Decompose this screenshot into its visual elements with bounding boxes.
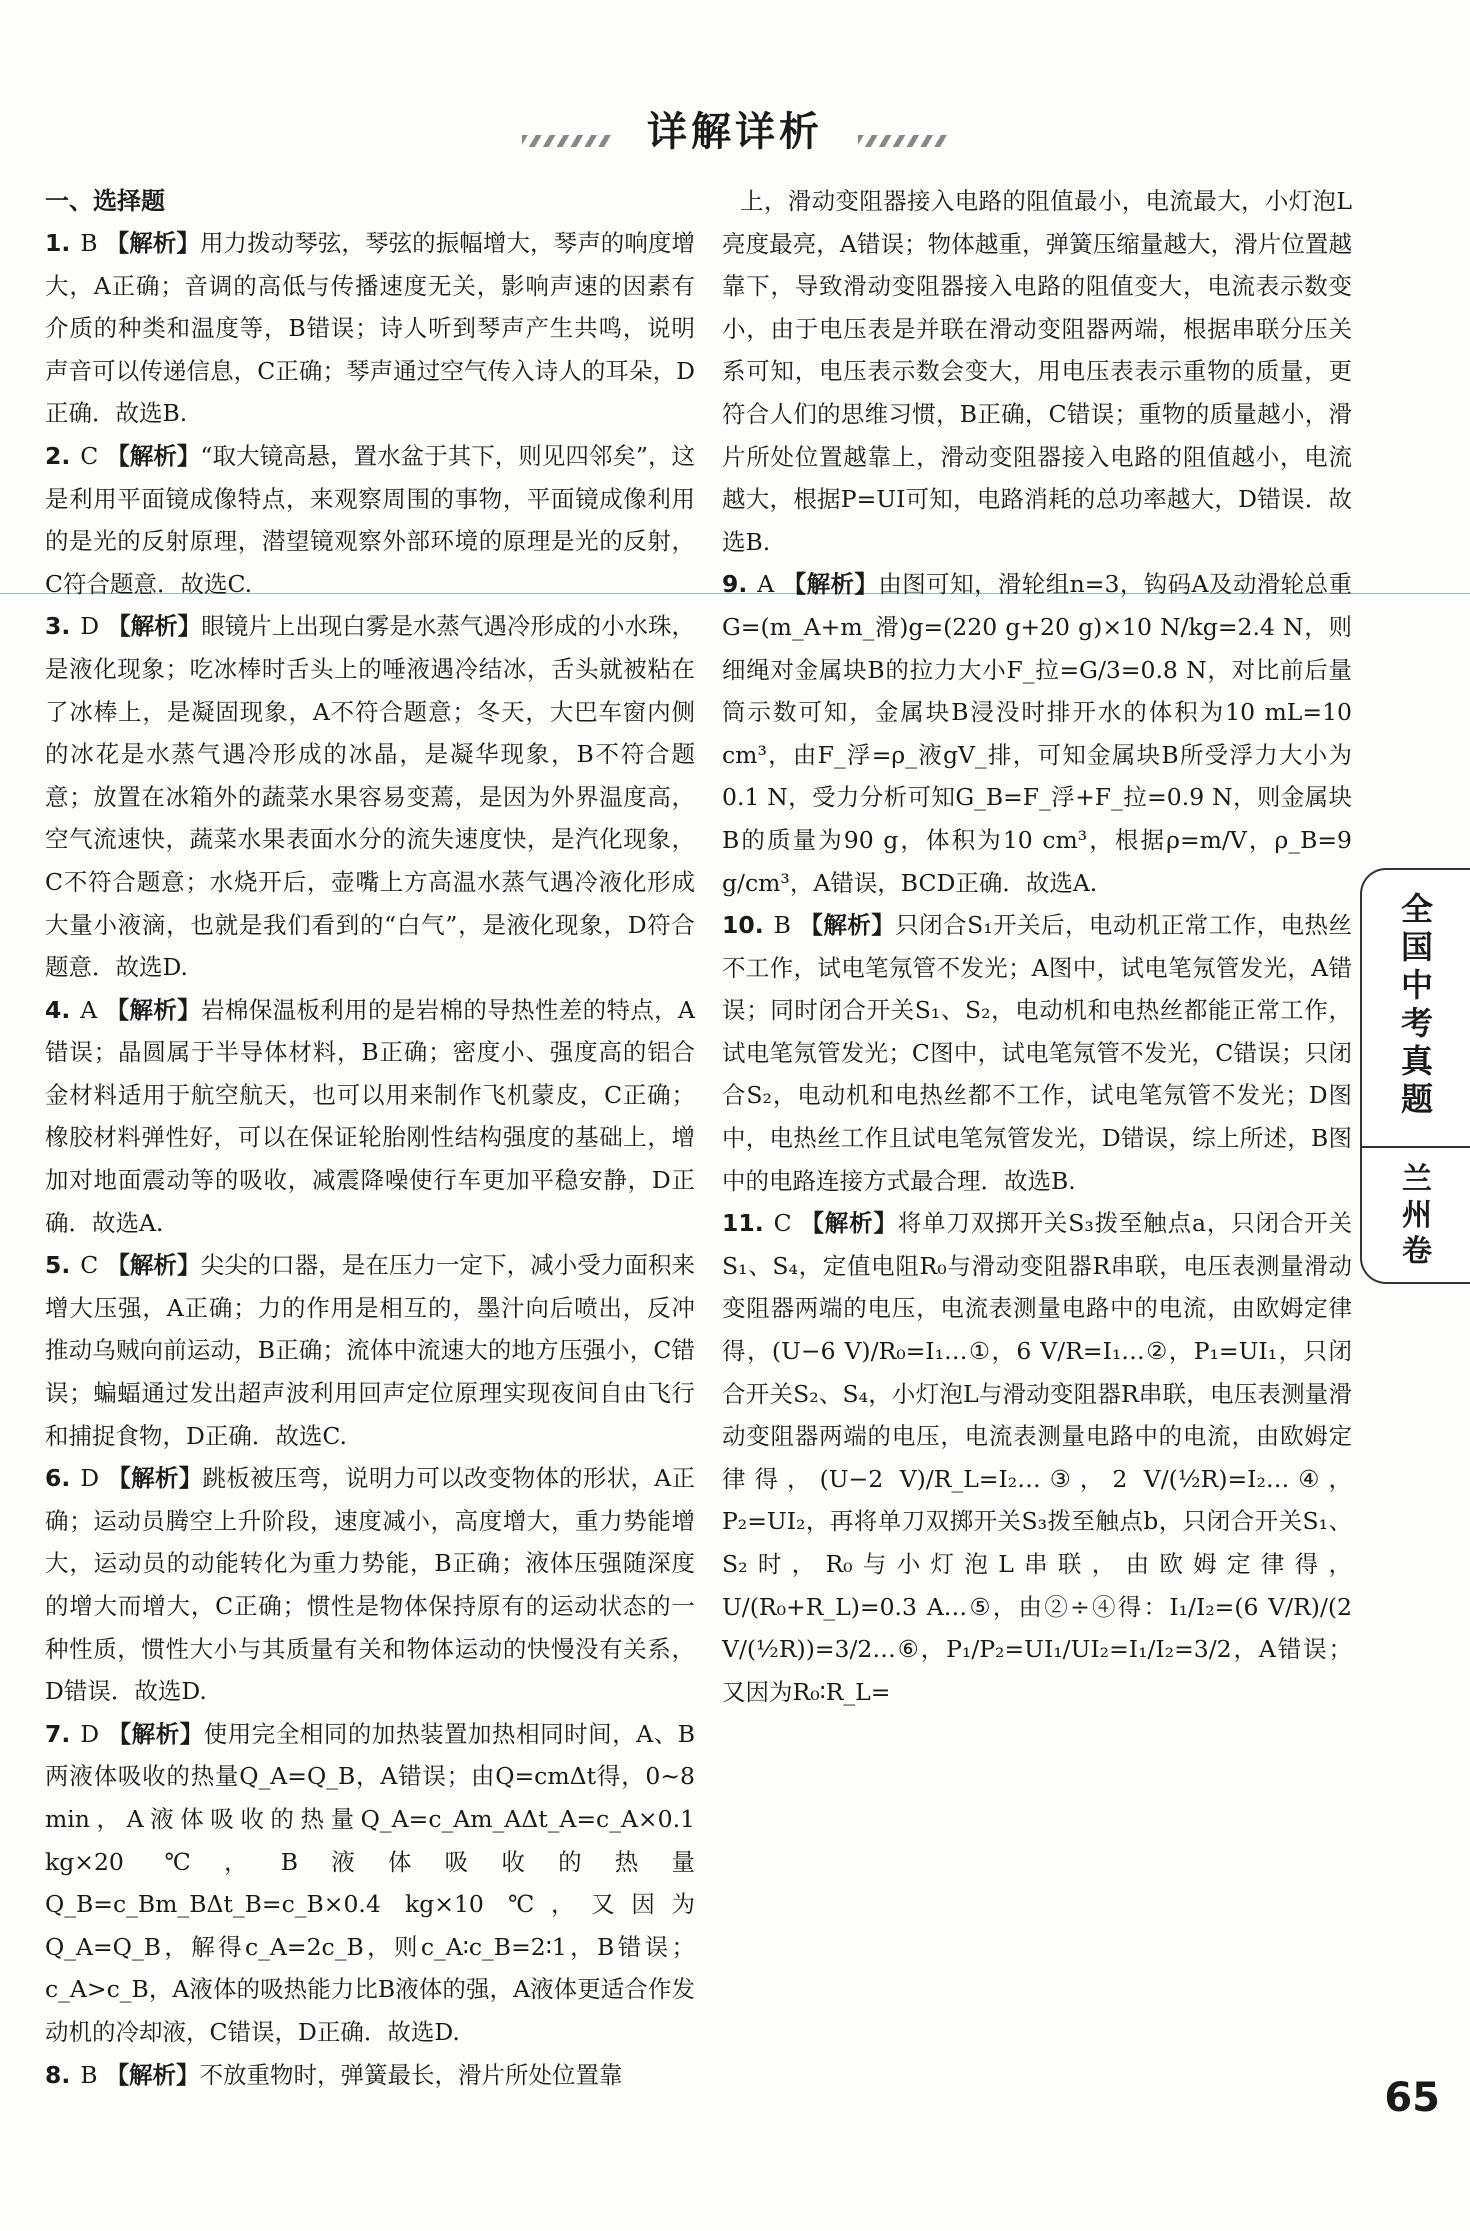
answer-letter: A [757,570,775,599]
question-number: 4. [45,995,71,1024]
page-header [0,100,1470,157]
question-item [722,563,1352,904]
question-number: 7. [45,1719,71,1748]
left-column [45,180,695,2096]
analysis-text: 由图可知，滑轮组n=3，钩码A及动滑轮总重G=(m_A+m_滑)g=(220 g+20 g)×10 N/kg=2.4 N，则细绳对金属块B的拉力大小F_拉=G/3=0.8 N，对比前后量筒示数可知，金属块B浸没时排开水的体积为10 mL=10 cm³，由F_浮=ρ_液gV_排，可知金属块B所受浮力大小为0.1 N，受力分析可知G_B=F_浮+F_拉=0.9 N，则金属块B的质量为90 g，体积为10 cm³，根据ρ=m/V，ρ_B=9 g/cm³，A错误，BCD正确．故选A. [722,570,1352,897]
question-item [45,989,695,1245]
analysis-text: 将单刀双掷开关S₃拨至触点a，只闭合开关S₁、S₄，定值电阻R₀与滑动变阻器R串联，电压表测量滑动变阻器两端的电压，电流表测量电路中的电流，由欧姆定律得，(U−6 V)/R₀=I₁…①，6 V/R=I₁…②，P₁=UI₁，只闭合开关S₂、S₄，小灯泡L与滑动变阻器R串联，电压表测量滑动变阻器两端的电压，电流表测量电路中的电流，由欧姆定律得，(U−2 V)/R_L=I₂…③，2 V/(½R)=I₂…④，P₂=UI₂，再将单刀双掷开关S₃拨至触点b，只闭合开关S₁、S₂时，R₀与小灯泡L串联，由欧姆定律得，U/(R₀+R_L)=0.3 A…⑤，由②÷④得：I₁/I₂=(6 V/R)/(2 V/(½R))=3/2…⑥，P₁/P₂=UI₁/UI₂=I₁/I₂=3/2，A错误；又因为R₀∶R_L= [722,1209,1353,1706]
question-item [45,435,695,605]
question-number: 3. [45,612,71,641]
answer-letter: C [773,1209,792,1238]
question-item [45,1713,695,2054]
right-column [722,180,1352,1713]
analysis-tag: 【解析】 [107,1719,204,1748]
answer-letter: D [80,1464,100,1493]
side-tab [1360,868,1470,1284]
analysis-tag: 【解析】 [106,441,201,470]
question-number: 9. [722,570,748,599]
analysis-text: 上，滑动变阻器接入电路的阻值最小，电流最大，小灯泡L亮度最亮，A错误；物体越重，弹簧压缩量越大，滑片位置越靠下，导致滑动变阻器接入电路的阻值变大，电流表示数变小，由于电压表是并联在滑动变阻器两端，根据串联分压关系可知，电压表示数会变大，用电压表表示重物的质量，更符合人们的思维习惯，B正确，C错误；重物的质量越小，滑片所处位置越靠上，滑动变阻器接入电路的阻值越小，电流越大，根据P=UI可知，电路消耗的总功率越大，D错误．故选B. [722,187,1352,556]
answer-letter: D [80,1719,100,1748]
question-item [722,1202,1352,1713]
side-tab-text: 全国中考真题 [1400,890,1433,1118]
page-title: 详解详析 [647,109,823,155]
question-item [45,222,695,435]
question-number: 2. [45,441,71,470]
analysis-tag: 【解析】 [105,995,202,1024]
question-number: 8. [45,2060,71,2089]
question-number: 5. [45,1251,71,1280]
question-item [722,180,1352,563]
question-item [45,1457,695,1713]
question-item [45,2054,695,2097]
analysis-text: 用力拨动琴弦，琴弦的振幅增大，琴声的响度增大，A正确；音调的高低与传播速度无关，影响声速的因素有介质的种类和温度等，B错误；诗人听到琴声产生共鸣，说明声音可以传递信息，C正确；琴声通过空气传入诗人的耳朵，D正确．故选B. [45,229,696,428]
analysis-tag: 【解析】 [782,570,879,599]
answer-letter: B [80,229,98,257]
question-number: 10. [722,911,764,940]
question-number: 11. [722,1209,764,1238]
analysis-tag: 【解析】 [798,911,896,940]
answer-letter: C [80,441,99,470]
analysis-tag: 【解析】 [107,1464,203,1493]
question-item [722,904,1352,1202]
question-number: 6. [45,1464,71,1493]
answer-letter: C [80,1251,99,1280]
analysis-tag: 【解析】 [105,2060,200,2089]
question-number: 1. [45,229,71,257]
analysis-text: 只闭合S₁开关后，电动机正常工作，电热丝不工作，试电笔氖管不发光；A图中，试电笔氖管发光，A错误；同时闭合开关S₁、S₂，电动机和电热丝都能正常工作，试电笔氖管发光；C图中，试电笔氖管不发光，C错误；只闭合S₂，电动机和电热丝都不工作，试电笔氖管不发光；D图中，电热丝工作且试电笔氖管发光，D错误，综上所述，B图中的电路连接方式最合理．故选B. [722,911,1352,1195]
question-item [45,1244,695,1457]
side-tab-text: 兰州卷 [1402,1162,1432,1269]
question-item [45,605,695,988]
section-heading: 一、选择题 [45,187,165,215]
answer-letter: B [773,911,791,940]
answer-letter: D [80,612,100,641]
header-stripe-left [522,135,612,147]
answer-letter: A [80,995,98,1024]
analysis-text: “取大镜高悬，置水盆于其下，则见四邻矣”，这是利用平面镜成像特点，来观察周围的事物，平面镜成像利用的是光的反射原理，潜望镜观察外部环境的原理是光的反射，C符合题意．故选C. [45,441,696,598]
analysis-text: 使用完全相同的加热装置加热相同时间，A、B两液体吸收的热量Q_A=Q_B，A错误；由Q=cmΔt得，0~8 min，A液体吸收的热量Q_A=c_Am_AΔt_A=c_A×0.1 kg×20 ℃，B液体吸收的热量Q_B=c_Bm_BΔt_B=c_B×0.4 kg×10 ℃，又因为Q_A=Q_B，解得c_A=2c_B，则c_A∶c_B=2∶1，B错误；c_A>c_B，A液体的吸热能力比B液体的强，A液体更适合作发动机的冷却液，C错误，D正确．故选D. [45,1719,695,2046]
page-number: 65 [1384,2075,1440,2121]
analysis-tag: 【解析】 [106,1251,201,1280]
analysis-tag: 【解析】 [107,612,202,641]
answer-letter: B [80,2060,98,2089]
header-stripe-right [858,135,948,147]
analysis-text: 岩棉保温板利用的是岩棉的导热性差的特点，A错误；晶圆属于半导体材料，B正确；密度小、强度高的铝合金材料适用于航空航天，也可以用来制作飞机蒙皮，C正确；橡胶材料弹性好，可以在保证轮胎刚性结构强度的基础上，增加对地面震动等的吸收，减震降噪使行车更加平稳安静，D正确．故选A. [45,995,695,1237]
side-tab-sub [1362,1146,1470,1270]
analysis-text: 不放重物时，弹簧最长，滑片所处位置靠 [199,2060,623,2089]
analysis-text: 跳板被压弯，说明力可以改变物体的形状，A正确；运动员腾空上升阶段，速度减小，高度增大，重力势能增大，运动员的动能转化为重力势能，B正确；液体压强随深度的增大而增大，C正确；惯性是物体保持原有的运动状态的一种性质，惯性大小与其质量有关和物体运动的快慢没有关系，D错误．故选D. [45,1464,695,1706]
analysis-tag: 【解析】 [799,1209,898,1238]
analysis-text: 尖尖的口器，是在压力一定下，减小受力面积来增大压强，A正确；力的作用是相互的，墨汁向后喷出，反冲推动乌贼向前运动，B正确；流体中流速大的地方压强小，C错误；蝙蝠通过发出超声波利用回声定位原理实现夜间自由飞行和捕捉食物，D正确．故选C. [45,1251,696,1450]
side-tab-main [1362,890,1470,1118]
analysis-text: 眼镜片上出现白雾是水蒸气遇冷形成的小水珠，是液化现象；吃冰棒时舌头上的唾液遇冷结冰，舌头就被粘在了冰棒上，是凝固现象，A不符合题意；冬天，大巴车窗内侧的冰花是水蒸气遇冷形成的冰晶，是凝华现象，B不符合题意；放置在冰箱外的蔬菜水果容易变蔫，是因为外界温度高，空气流速快，蔬菜水果表面水分的流失速度快，是汽化现象，C不符合题意；水烧开后，壶嘴上方高温水蒸气遇冷液化形成大量小液滴，也就是我们看到的“白气”，是液化现象，D符合题意．故选D. [45,612,696,982]
analysis-tag: 【解析】 [105,229,200,257]
